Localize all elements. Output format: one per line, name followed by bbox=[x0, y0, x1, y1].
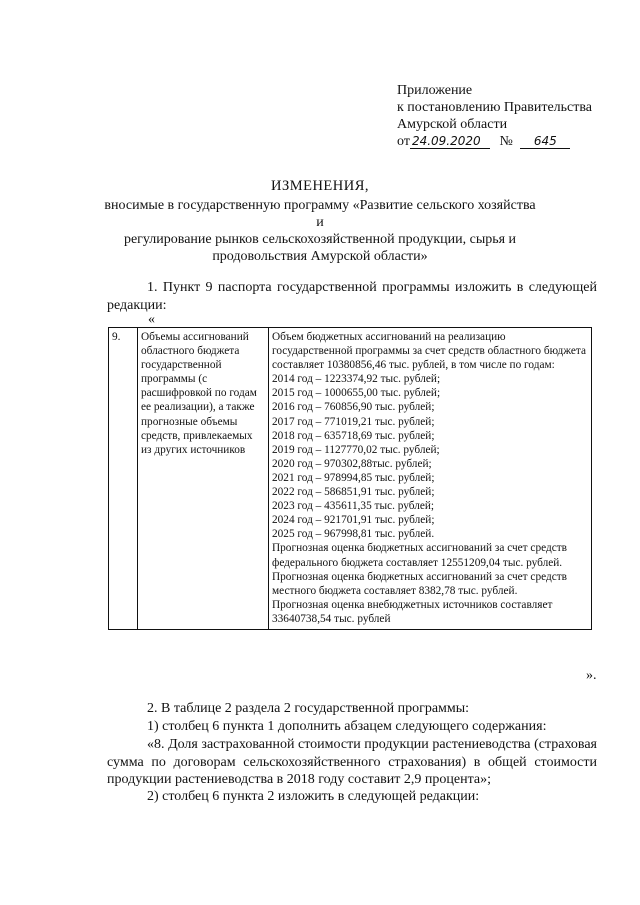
year-line: 2016 год – 760856,90 тыс. рублей; bbox=[272, 401, 435, 414]
paragraph-3: 1) столбец 6 пункта 1 дополнить абзацем следующего содержания: bbox=[147, 719, 547, 734]
year-line: 2017 год – 771019,21 тыс. рублей; bbox=[272, 415, 435, 428]
row-content-cell bbox=[269, 328, 592, 630]
document-title bbox=[100, 178, 540, 265]
passport-table bbox=[108, 327, 592, 630]
appendix-header bbox=[397, 82, 592, 150]
year-line: 2023 год – 435611,35 тыс. рублей; bbox=[272, 500, 435, 513]
table-row bbox=[109, 328, 592, 630]
header-line-3: Амурской области bbox=[397, 117, 508, 132]
year-line: 2024 год – 921701,91 тыс. рублей; bbox=[272, 514, 435, 527]
title-heading: ИЗМЕНЕНИЯ, bbox=[270, 178, 370, 194]
title-line-2: регулирование рынков сельскохозяйственной продукции, сырья и bbox=[123, 232, 517, 247]
paragraph-4: «8. Доля застрахованной стоимости продукции растениеводства (страховая сумма по договорам сельскохозяйственного страхования) в общей стоимости продукции растениеводства в 2018 году составит 2,9 процента»; bbox=[107, 737, 597, 787]
header-line-2: к постановлению Правительства bbox=[397, 100, 593, 115]
row-number-cell: 9. bbox=[109, 328, 138, 630]
year-line: 2018 год – 635718,69 тыс. рублей; bbox=[272, 429, 435, 442]
year-line: 2025 год – 967998,81 тыс. рублей. bbox=[272, 528, 435, 541]
year-line: 2021 год – 978994,85 тыс. рублей; bbox=[272, 471, 435, 484]
title-line-1: вносимые в государственную программу «Развитие сельского хозяйства и bbox=[104, 198, 536, 230]
date-prefix: от bbox=[397, 134, 410, 149]
close-quote: ». bbox=[586, 668, 597, 683]
open-quote: « bbox=[148, 312, 155, 327]
local-estimate: Прогнозная оценка бюджетных ассигнований за счет средств местного бюджета составляет 8382,78 тыс. рублей. bbox=[272, 570, 567, 597]
year-line: 2019 год – 1127770,02 тыс. рублей; bbox=[272, 443, 440, 456]
extrabudgetary-estimate: Прогнозная оценка внебюджетных источников составляет 33640738,54 тыс. рублей bbox=[272, 598, 553, 625]
title-line-3: продовольствия Амурской области» bbox=[212, 249, 428, 264]
number-prefix: № bbox=[499, 134, 513, 149]
row-label-cell: Объемы ассигнований областного бюджета государственной программы (с расшифровкой по годам ее реализации), а также прогнозные объемы средств, привлекаемых из других источников bbox=[138, 328, 269, 630]
header-date-line bbox=[397, 133, 592, 150]
year-line: 2014 год – 1223374,92 тыс. рублей; bbox=[272, 373, 441, 386]
year-line: 2015 год – 1000655,00 тыс. рублей; bbox=[272, 387, 441, 400]
paragraph-2: 2. В таблице 2 раздела 2 государственной программы: bbox=[147, 701, 470, 716]
handwritten-number: 645 bbox=[520, 134, 570, 149]
header-line-1: Приложение bbox=[397, 83, 473, 98]
federal-estimate: Прогнозная оценка бюджетных ассигнований за счет средств федерального бюджета составляет 12551209,04 тыс. рублей. bbox=[272, 542, 567, 569]
handwritten-date: 24.09.2020 bbox=[410, 134, 490, 149]
funding-intro: Объем бюджетных ассигнований на реализацию государственной программы за счет средств областного бюджета составляет 10380856,46 тыс. рублей, в том числе по годам: bbox=[272, 331, 586, 372]
year-line: 2022 год – 586851,91 тыс. рублей; bbox=[272, 486, 435, 499]
paragraph-1: 1. Пункт 9 паспорта государственной программы изложить в следующей редакции: bbox=[107, 280, 597, 313]
paragraph-5: 2) столбец 6 пункта 2 изложить в следующей редакции: bbox=[147, 789, 480, 804]
year-line: 2020 год – 970302,88тыс. рублей; bbox=[272, 457, 432, 470]
